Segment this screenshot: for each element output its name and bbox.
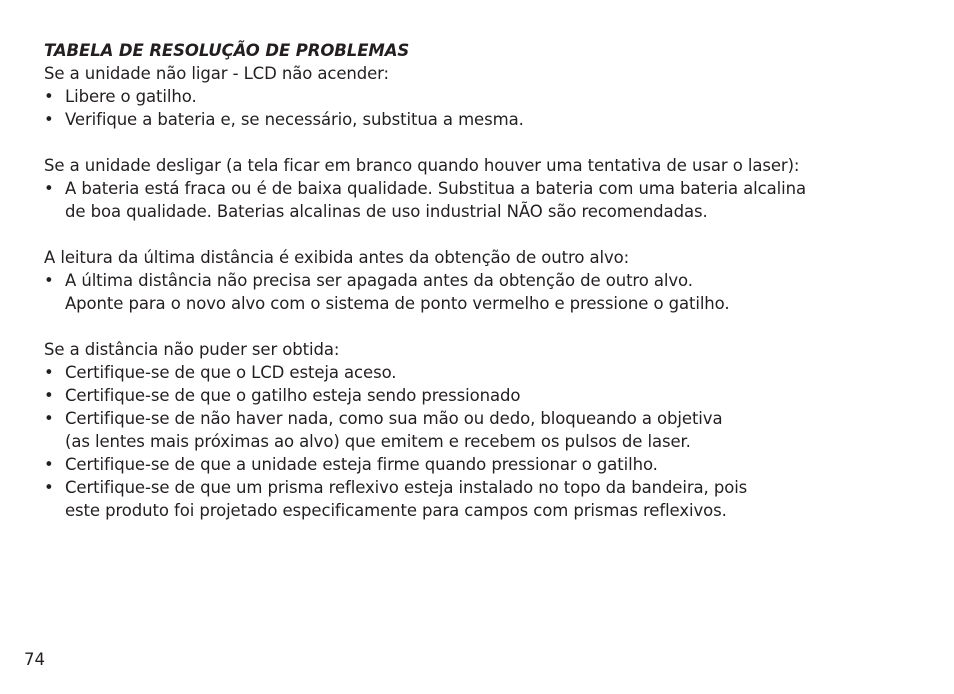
page-number: 74 <box>24 650 45 669</box>
bullet-line: • Certifique-se de que o LCD esteja aceso. <box>65 363 397 382</box>
bullet-line: • Certifique-se de que um prisma reflexivo esteja instalado no topo da bandeira, pois <box>65 478 748 497</box>
bullet-list <box>44 85 924 131</box>
bullet-list <box>44 269 924 315</box>
bullet-item <box>44 108 924 131</box>
bullet-item <box>44 361 924 384</box>
troubleshooting-sections <box>44 62 924 522</box>
bullet-line: • Certifique-se de que a unidade esteja firme quando pressionar o gatilho. <box>65 455 658 474</box>
troubleshooting-section <box>44 338 924 522</box>
troubleshooting-section <box>44 246 924 315</box>
bullet-line: • A bateria está fraca ou é de baixa qualidade. Substitua a bateria com uma bateria alcalina <box>65 179 806 198</box>
bullet-line: Aponte para o novo alvo com o sistema de ponto vermelho e pressione o gatilho. <box>65 294 730 313</box>
section-heading: Se a distância não puder ser obtida: <box>44 340 340 359</box>
bullet-list <box>44 361 924 522</box>
bullet-line: • Libere o gatilho. <box>65 87 197 106</box>
bullet-item <box>44 476 924 522</box>
bullet-line: • Certifique-se de não haver nada, como sua mão ou dedo, bloqueando a objetiva <box>65 409 723 428</box>
section-heading: A leitura da última distância é exibida antes da obtenção de outro alvo: <box>44 248 630 267</box>
bullet-item <box>44 269 924 315</box>
bullet-item <box>44 453 924 476</box>
bullet-line: • A última distância não precisa ser apagada antes da obtenção de outro alvo. <box>65 271 693 290</box>
bullet-item <box>44 85 924 108</box>
troubleshooting-page <box>44 39 924 545</box>
section-heading: Se a unidade não ligar - LCD não acender: <box>44 64 390 83</box>
section-heading: Se a unidade desligar (a tela ficar em branco quando houver uma tentativa de usar o laser): <box>44 156 800 175</box>
page-title: TABELA DE RESOLUÇÃO DE PROBLEMAS <box>44 41 410 60</box>
troubleshooting-section <box>44 62 924 131</box>
bullet-item <box>44 177 924 223</box>
bullet-line: • Verifique a bateria e, se necessário, substitua a mesma. <box>65 110 524 129</box>
bullet-line: (as lentes mais próximas ao alvo) que emitem e recebem os pulsos de laser. <box>65 432 691 451</box>
troubleshooting-section <box>44 154 924 223</box>
bullet-item <box>44 407 924 453</box>
bullet-line: • Certifique-se de que o gatilho esteja sendo pressionado <box>65 386 521 405</box>
bullet-item <box>44 384 924 407</box>
bullet-line: este produto foi projetado especificamente para campos com prismas reflexivos. <box>65 501 727 520</box>
bullet-list <box>44 177 924 223</box>
bullet-line: de boa qualidade. Baterias alcalinas de uso industrial NÃO são recomendadas. <box>65 202 708 221</box>
